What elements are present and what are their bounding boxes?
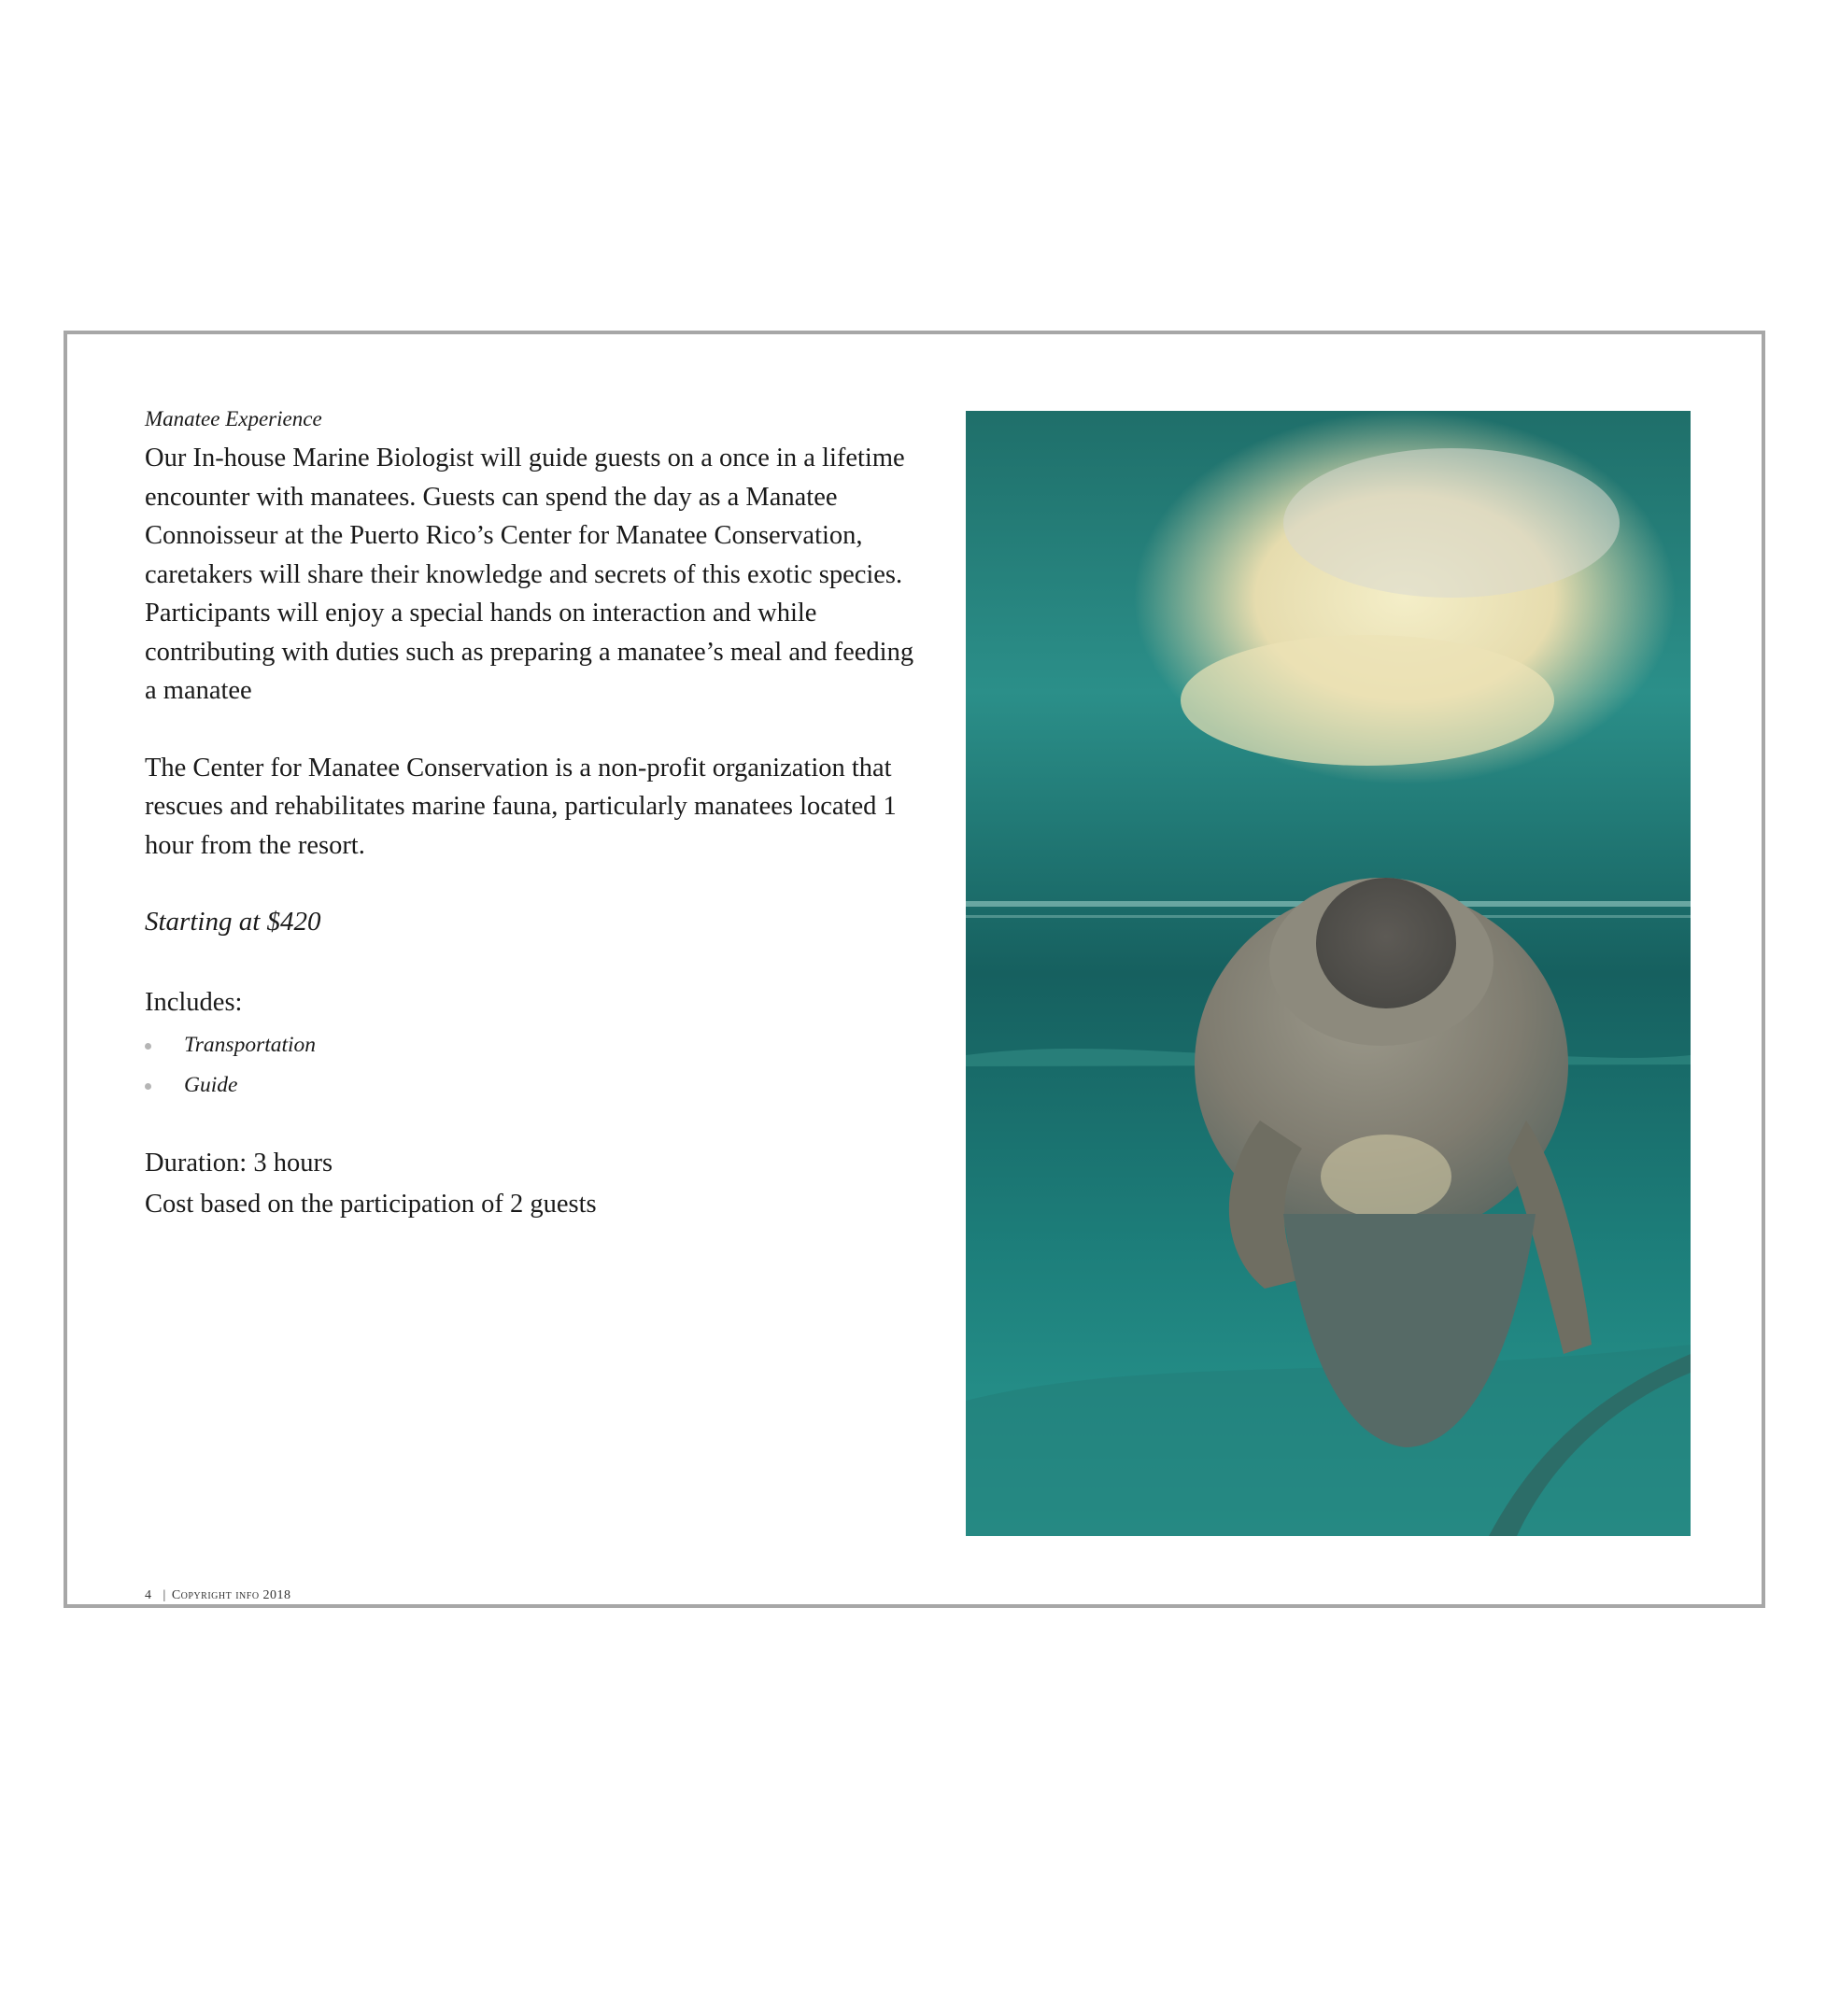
includes-list: [145, 1025, 929, 1106]
include-item-label: Guide: [184, 1073, 238, 1097]
text-column: [145, 405, 929, 1225]
organization-paragraph: The Center for Manatee Conservation is a non-profit organization that rescues and rehabilitates marine fauna, particularly manatees located 1 hour from the resort.: [145, 753, 897, 860]
list-item: [145, 1025, 929, 1065]
manatee-underwater-icon: [966, 411, 1691, 1536]
page-footer: [145, 1587, 291, 1604]
price-text: Starting at $420: [145, 907, 321, 937]
description-paragraph: Our In-house Marine Biologist will guide guests on a once in a lifetime encounter with manatees. Guests can spend the day as a Manatee Connoisseur at the Puerto Rico’s Center for Manatee Conservation, caretakers will share their knowledge and secrets of this exotic species. Participants will enjoy a special hands on interaction and while contributing with duties such as preparing a manatee’s meal and feeding a manatee: [145, 444, 914, 705]
section-subtitle: Manatee Experience: [145, 407, 322, 430]
duration-text: Duration: 3 hours: [145, 1149, 333, 1177]
page-frame: [64, 331, 1765, 1608]
cost-note: Cost based on the participation of 2 guests: [145, 1190, 597, 1219]
footer-separator: |: [163, 1588, 166, 1602]
copyright-text: Copyright info 2018: [171, 1588, 291, 1602]
page-number: 4: [145, 1588, 152, 1602]
bullet-icon: [145, 1043, 151, 1050]
include-item-label: Transportation: [184, 1033, 317, 1057]
bullet-icon: [145, 1083, 151, 1090]
includes-label: Includes:: [145, 988, 243, 1017]
manatee-photo: [966, 411, 1691, 1536]
list-item: [145, 1065, 929, 1106]
